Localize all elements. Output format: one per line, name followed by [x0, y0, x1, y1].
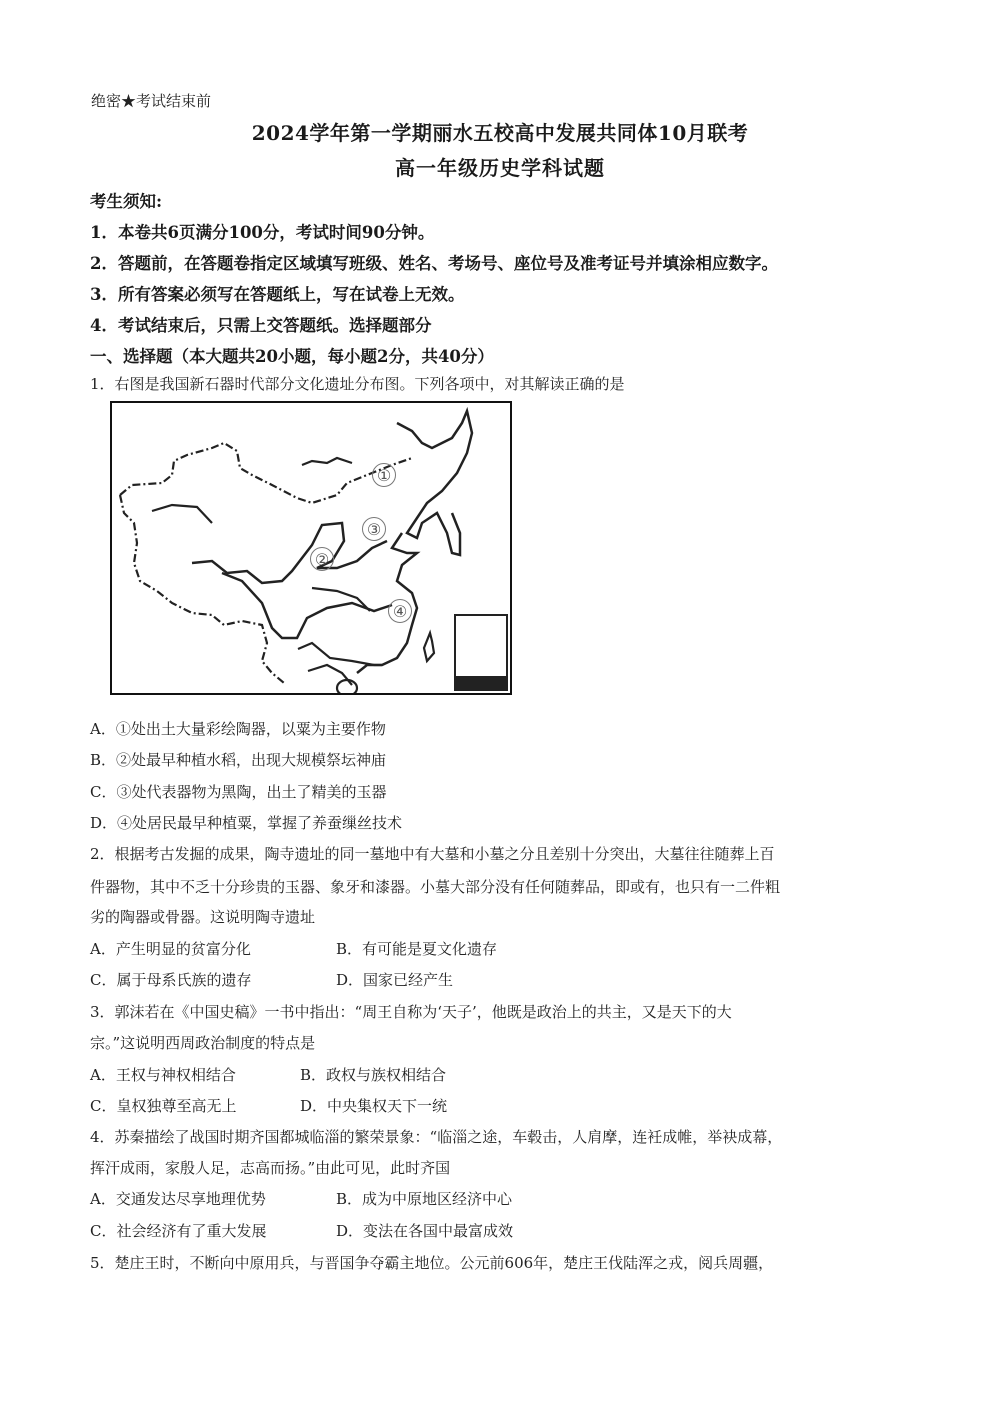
- question-2-option-b: B．有可能是夏文化遗存: [336, 940, 498, 958]
- question-3-stem: 宗。”这说明西周政治制度的特点是: [90, 1034, 316, 1052]
- yangtze-river: [222, 573, 392, 638]
- question-3-option-b: B．政权与族权相结合: [300, 1066, 447, 1084]
- question-1-stem: 1．右图是我国新石器时代部分文化遗址分布图。下列各项中，对其解读正确的是: [90, 375, 625, 393]
- border-line-north: [120, 443, 412, 503]
- question-1-option-b: B．②处最早种植水稻，出现大规模祭坛神庙: [90, 751, 387, 769]
- taiwan-island: [424, 633, 434, 661]
- question-4-option-c: C．社会经济有了重大发展: [90, 1222, 267, 1240]
- question-3-option-c: C．皇权独尊至高无上: [90, 1097, 237, 1115]
- river-north: [302, 458, 352, 465]
- notice-item: 1．本卷共6页满分100分，考试时间90分钟。: [90, 223, 435, 242]
- neolithic-sites-map: [110, 401, 512, 695]
- site-marker-2: ②: [310, 547, 334, 571]
- question-2-option-c: C．属于母系氏族的遗存: [90, 971, 252, 989]
- site-marker-3: ③: [362, 517, 386, 541]
- notice-heading: 考生须知:: [90, 192, 163, 211]
- question-2-stem: 劣的陶器或骨器。这说明陶寺遗址: [90, 908, 316, 926]
- section-heading: 一、选择题（本大题共20小题，每小题2分，共40分）: [90, 347, 494, 366]
- question-2-option-a: A．产生明显的贫富分化: [90, 940, 251, 958]
- question-1-option-c: C．③处代表器物为黑陶，出土了精美的玉器: [90, 783, 387, 801]
- exam-title: 2024学年第一学期丽水五校高中发展共同体10月联考: [251, 121, 749, 145]
- pearl-river: [298, 643, 382, 665]
- site-marker-4: ④: [388, 599, 412, 623]
- question-3-option-a: A．王权与神权相结合: [90, 1066, 236, 1084]
- map-outline: [112, 403, 510, 693]
- question-4-option-d: D．变法在各国中最富成效: [336, 1222, 514, 1240]
- site-marker-1: ①: [372, 463, 396, 487]
- question-2-option-d: D．国家已经产生: [336, 971, 454, 989]
- question-1-option-a: A．①处出土大量彩绘陶器，以粟为主要作物: [90, 720, 386, 738]
- question-3-option-d: D．中央集权天下一统: [300, 1097, 448, 1115]
- confidential-mark: 绝密★考试结束前: [91, 92, 212, 110]
- question-4-stem: 4．苏秦描绘了战国时期齐国都城临淄的繁荣景象：“临淄之途，车毂击，人肩摩，连衽成帷，举袂成幕，: [90, 1128, 783, 1146]
- river-south: [308, 665, 352, 685]
- south-china-sea-inset: [454, 614, 508, 691]
- question-2-stem: 件器物，其中不乏十分珍贵的玉器、象牙和漆器。小墓大部分没有任何随葬品，即或有，也只有一二件粗: [90, 878, 781, 896]
- border-line-southwest: [120, 495, 284, 683]
- notice-item: 2．答题前，在答题卷指定区域填写班级、姓名、考场号、座位号及准考证号并填涂相应数字。: [90, 254, 778, 273]
- yellow-river: [192, 523, 387, 583]
- question-3-stem: 3．郭沫若在《中国史稿》一书中指出：“周王自称为‘天子’，他既是政治上的共主，又是天下的大: [90, 1003, 732, 1021]
- notice-item: 4．考试结束后，只需上交答题纸。选择题部分: [90, 316, 432, 335]
- hainan-island: [337, 680, 357, 693]
- question-4-stem: 挥汗成雨，家殷人足，志高而扬。”由此可见，此时齐国: [90, 1159, 451, 1177]
- exam-subtitle: 高一年级历史学科试题: [395, 156, 605, 180]
- river-tarim: [152, 505, 212, 523]
- question-4-option-a: A．交通发达尽享地理优势: [90, 1190, 266, 1208]
- question-5-stem: 5．楚庄王时，不断向中原用兵，与晋国争夺霸主地位。公元前606年，楚庄王伐陆浑之戎，阅兵周疆，: [90, 1254, 774, 1272]
- question-4-option-b: B．成为中原地区经济中心: [336, 1190, 513, 1208]
- coastline-northeast: [397, 411, 472, 555]
- inset-label: [456, 676, 506, 689]
- question-2-stem: 2．根据考古发掘的成果，陶寺遗址的同一墓地中有大墓和小墓之分且差别十分突出，大墓往往随葬上百: [90, 845, 775, 863]
- notice-item: 3．所有答案必须写在答题纸上，写在试卷上无效。: [90, 285, 465, 304]
- question-1-option-d: D．④处居民最早种植粟，掌握了养蚕缫丝技术: [90, 814, 403, 832]
